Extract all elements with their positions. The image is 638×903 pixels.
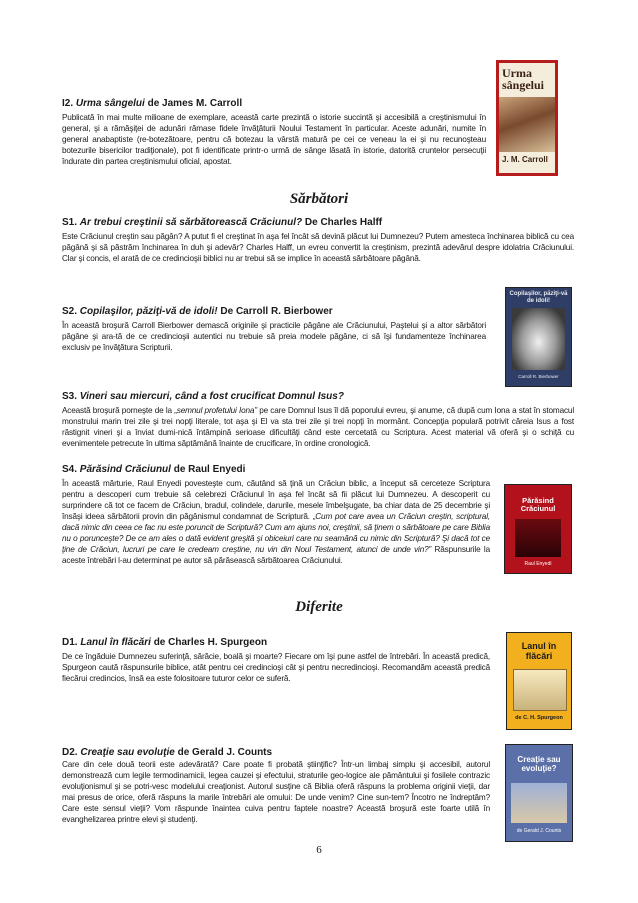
entry-d1 bbox=[62, 637, 490, 684]
entry-code: S4. bbox=[62, 464, 78, 475]
description-quote: Cum pot care avea un Crăciun creştin, scriptural, dacă nimic din ceea ce fac nu este poruncit de Scriptură? Cum am ajuns noi, creştinii, să ţinem o sărbătoare pe care Biblia nu o porunceşte? De ce am ales o dată evident greşită şi obiceiuri care nu seamănă cu nimic din Scriptură? Şi dacă tot ce ţine de Crăciun, lucruri pe care le credeam creştine, nu vin din Noul Testament, atunci de unde vin?” bbox=[62, 512, 490, 554]
cover-title: Copilaşilor, păziţi-vă de idoli! bbox=[509, 291, 568, 304]
entry-i2 bbox=[62, 98, 486, 167]
cover-d1 bbox=[506, 632, 572, 730]
entry-title bbox=[62, 637, 490, 649]
entry-description: De ce îngăduie Dumnezeu suferinţă, sărăcie, boală şi moarte? Fiecare om îşi pune astfel de întrebări. În această predică, Spurgeon caută răspunsurile biblice, atât pentru cei credincioşi cât şi pentru necredincioşi. Recomandăm această predică fiecărui credincios, însă ea este folositoare tuturor celor ce suferă. bbox=[62, 652, 490, 683]
cover-s2 bbox=[505, 287, 572, 387]
entry-s3 bbox=[62, 391, 574, 449]
book-title: Urma sângelui bbox=[75, 98, 145, 109]
entry-description: Publicată în mai multe milioane de exemplare, această carte prezintă o istorie succintă şi accesibilă a creştinismului în general, şi a rămăşiţei de adunări rămase fidele învăţăturii Noului Testament în particular. Aceste adunări, numite în general anabaptiste (re-botezătoare, pentru că botezau la vârstă matură pe cei ce veneau la ei şi nu recunoşteau botezurile bisericilor tradiţionale), pot fi identificate printr-o urmă de sânge lăsată în istorie, datorită cruntelor persecuţii îndurate din partea creştinismului oficial, apostat. bbox=[62, 113, 486, 166]
entry-s4 bbox=[62, 464, 490, 566]
entry-code: S2. bbox=[62, 306, 78, 317]
description-quote: semnul profetului Iona” bbox=[176, 406, 257, 415]
cover-author: de C. H. Spurgeon bbox=[515, 715, 563, 721]
entry-description: În această broşură Carroll Bierbower demască originile şi practicile păgâne ale Crăciunului, Paştelui şi a altor sărbători păgâne şi ara-tă de ce credincioşii autentici nu trebuie să preia modele păgâne, ci să îşi fundamenteze închinarea exclusiv pe învăţătura Scripturii. bbox=[62, 321, 486, 352]
description-part: În această mărturie, Raul Enyedi povesteşte cum, căutând să ţină un Crăciun biblic, a început să cerceteze Scriptura pentru a descoperi cum trebuie să celebrezi Crăciunul în aşa fel încât să fii plăcut lui Dumnezeu. A descoperit cu surprindere că tot ce facem de Crăciun, bradul, colindele, darurile, mesele îmbelşugate, ba chiar data de 25 decembrie şi însăşi ideea sărbătorii provin din păgânismul condamnat de Scriptură. „ bbox=[62, 479, 490, 521]
cover-art bbox=[499, 97, 555, 152]
book-title: Părăsind Crăciunul bbox=[79, 464, 171, 475]
book-title: Lanul în flăcări bbox=[80, 637, 151, 648]
book-title: Ar trebui creştinii să sărbătorească Crăciunul? bbox=[79, 217, 303, 228]
entry-code: I2. bbox=[62, 98, 74, 109]
cover-title: Creaţie sau evoluţie? bbox=[517, 755, 561, 773]
cover-author: J. M. Carroll bbox=[502, 155, 548, 164]
book-author: de Charles H. Spurgeon bbox=[153, 637, 268, 648]
entry-d2 bbox=[62, 747, 490, 825]
entry-s1 bbox=[62, 217, 574, 264]
book-author: De Carroll R. Bierbower bbox=[220, 306, 333, 317]
book-title: Vineri sau miercuri, când a fost crucificat Domnul Isus? bbox=[79, 391, 344, 402]
cover-art bbox=[511, 783, 567, 823]
entry-title bbox=[62, 217, 574, 229]
book-author: de Gerald J. Counts bbox=[177, 747, 273, 758]
cover-author: de Gerald J. Counts bbox=[516, 828, 562, 834]
entry-description: Este Crăciunul creştin sau păgân? A putut fi el creştinat în aşa fel încât să devină plăcut lui Dumnezeu? Putem amesteca închinarea biblică cu cea păgână şi să păstrăm închinarea în duh şi adevăr? Charles Halff, un evreu convertit la creştinism, prezintă adevărul despre idolatria Crăciunului. Clar şi concis, el arată de ce credincioşii biblici nu ar trebui să se implice în această sărbătoare păgână. bbox=[62, 232, 574, 263]
description-part: Această broşură porneşte de la „ bbox=[62, 406, 177, 415]
cover-author: Raul Enyedi bbox=[524, 561, 552, 567]
entry-title bbox=[62, 98, 486, 110]
entry-title bbox=[62, 306, 486, 318]
book-author: De Charles Halff bbox=[304, 217, 383, 228]
entry-code: S3. bbox=[62, 391, 78, 402]
entry-code: S1. bbox=[62, 217, 78, 228]
page-number: 6 bbox=[316, 844, 322, 856]
cover-art bbox=[515, 519, 561, 557]
book-title: Creaţie sau evoluţie bbox=[80, 747, 175, 758]
entry-description: Care din cele două teorii este adevărată? Care poate fi probată ştiinţific? Într-un limbaj simplu şi accesibil, autorul demonstrează cum legile termodinamicii, legea cauzei şi efectului, straturile geo-logice ale pământului şi fosilele contrazic evoluţionismul şi se potri-vesc modelului creaţionist. Autorul susţine că Biblia oferă răspuns la problema originii vieţii, dar mai presus de orice, oferă răspuns la marile întrebări ale omului: De unde venim? Cine sun-tem? Încotro ne îndreptăm? Care este sensul vieţii? Vom răspunde înaintea cuiva pentru faptele noastre? Această broşură este foarte utilă în evanghelizarea printre elevi şi studenţi. bbox=[62, 760, 490, 824]
cover-art bbox=[512, 308, 565, 370]
book-title: Copilaşilor, păziţi-vă de idoli! bbox=[79, 306, 218, 317]
cover-s4 bbox=[504, 484, 572, 574]
book-author: de Raul Enyedi bbox=[173, 464, 246, 475]
description-part: pe care Domnul Isus îl dă poporului evreu, şi anume, că după cum Iona a stat în stomacul monstrului marin trei zile şi trei nopţi literale, tot aşa şi El va sta trei zile şi trei nopţi în mormânt. Concepţia populară potrivit căreia Isus a fost răstignit vineri şi a înviat dumi-nică întâmpină serioase dificultăţi când este cercetată cu Scriptura. Acest material vă oferă şi o schiţă cu evenimentele petrecute în ultima săptămână înainte de crucificare, în ordine cronologică. bbox=[62, 406, 575, 448]
entry-title bbox=[62, 391, 574, 403]
section-heading-diferite: Diferite bbox=[295, 599, 343, 615]
cover-d2 bbox=[505, 744, 573, 842]
entry-s2 bbox=[62, 306, 486, 353]
cover-title: Părăsind Crăciunul bbox=[520, 496, 556, 513]
entry-description bbox=[62, 478, 490, 566]
entry-code: D2. bbox=[62, 747, 78, 758]
cover-i2 bbox=[496, 60, 558, 176]
entry-title bbox=[62, 747, 490, 759]
entry-code: D1. bbox=[62, 637, 78, 648]
cover-title: Lanul în flăcări bbox=[521, 641, 557, 661]
cover-title: Urma sângelui bbox=[502, 66, 545, 92]
description-part: Răspunsurile la aceste întrebări l-au determinat pe autor să părăsească sărbătoarea Crăciunului. bbox=[62, 545, 490, 565]
entry-description bbox=[62, 405, 574, 449]
entry-title bbox=[62, 464, 490, 476]
cover-author: Carroll R. Bierbower bbox=[518, 374, 559, 379]
cover-art bbox=[513, 669, 567, 711]
section-heading-sarbatori: Sărbători bbox=[289, 191, 349, 207]
book-author: de James M. Carroll bbox=[147, 98, 243, 109]
